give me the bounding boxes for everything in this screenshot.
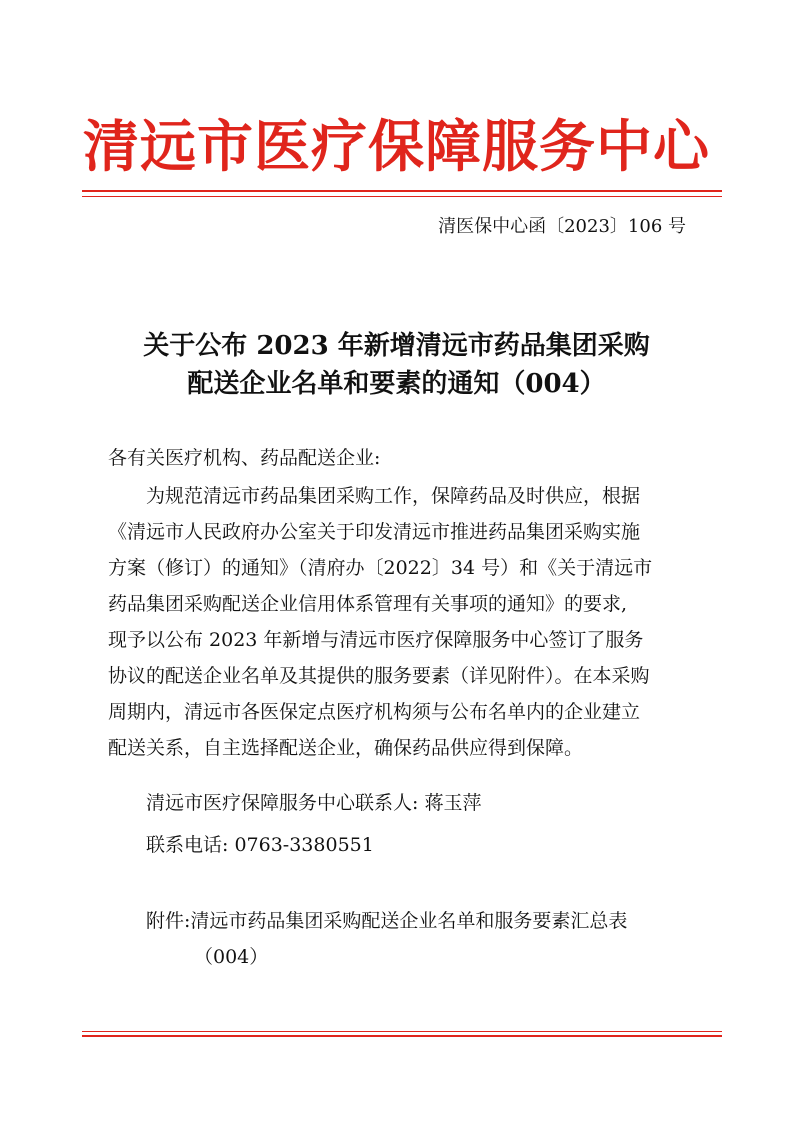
paragraph-line-5: 现予以公布 2023 年新增与清远市医疗保障服务中心签订了服务	[108, 629, 644, 651]
header-rule-thick	[82, 190, 722, 192]
paragraph-line-3: 方案（修订）的通知》（清府办〔2022〕34 号）和《关于清远市	[108, 557, 653, 579]
notice-title-line-2: 配送企业名单和要素的通知（004）	[187, 369, 606, 399]
notice-title-line-1: 关于公布 2023 年新增清远市药品集团采购	[143, 331, 650, 361]
paragraph-line-1: 为规范清远市药品集团采购工作，保障药品及时供应，根据	[146, 485, 641, 507]
footer-rule-thick	[82, 1035, 722, 1037]
paragraph-line-8: 配送关系，自主选择配送企业，确保药品供应得到保障。	[108, 737, 584, 759]
footer-rule-thin	[82, 1031, 722, 1032]
attachment-line-1: 附件:清远市药品集团采购配送企业名单和服务要素汇总表	[146, 910, 628, 932]
paragraph-line-4: 药品集团采购配送企业信用体系管理有关事项的通知》的要求,	[108, 593, 628, 615]
document-number: 清医保中心函〔2023〕106 号	[438, 216, 686, 237]
contact-phone: 联系电话: 0763-3380551	[146, 834, 374, 856]
org-header-title: 清远市医疗保障服务中心	[83, 115, 710, 180]
contact-person: 清远市医疗保障服务中心联系人: 蒋玉萍	[146, 792, 482, 814]
paragraph-line-6: 协议的配送企业名单及其提供的服务要素（详见附件）。在本采购	[108, 665, 650, 687]
paragraph-line-2: 《清远市人民政府办公室关于印发清远市推进药品集团采购实施	[108, 521, 641, 543]
salutation: 各有关医疗机构、药品配送企业:	[108, 447, 381, 469]
header-rule-thin	[82, 196, 722, 197]
attachment-line-2: （004）	[194, 946, 269, 968]
paragraph-line-7: 周期内，清远市各医保定点医疗机构须与公布名单内的企业建立	[108, 701, 641, 723]
